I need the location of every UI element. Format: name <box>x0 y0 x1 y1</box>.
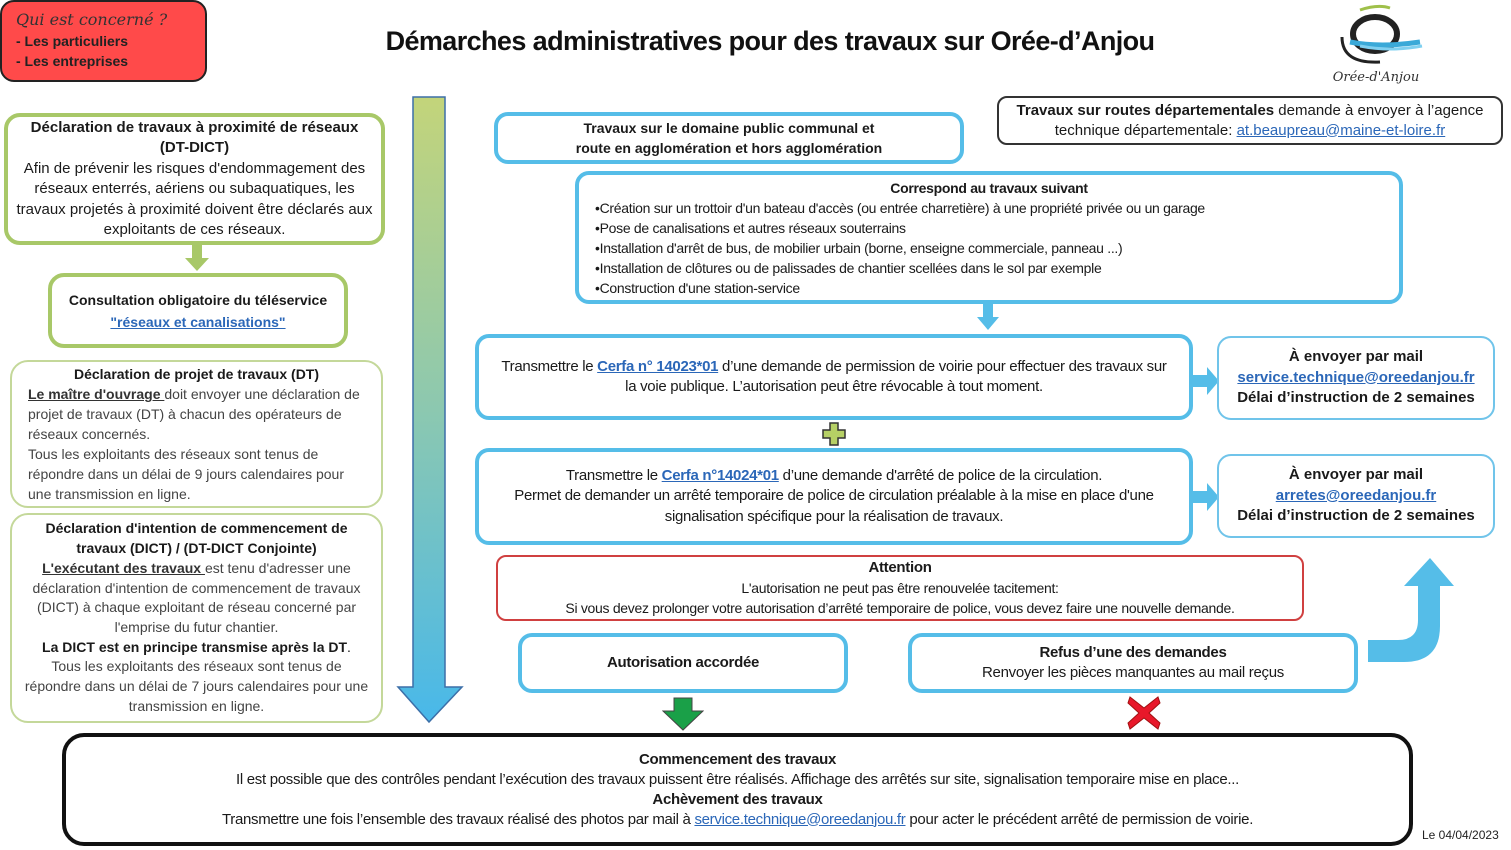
granted-label: Autorisation accordée <box>606 654 760 671</box>
end-email-link[interactable]: service.technique@oreedanjou.fr <box>694 810 906 828</box>
cerfa1-post: d’une demande de permission de voirie pour effectuer des travaux sur la voie publique. L’autorisation peut être révocable à tout moment. <box>625 357 1167 395</box>
works-item: • Installation de clôtures ou de palissades de chantier scellées dans le sol par exemple <box>595 258 1383 278</box>
audience-title: Qui est concerné ? <box>16 10 168 29</box>
dict-note-end: . <box>347 638 351 655</box>
dict-note: La DICT est en principe transmise après la DT <box>42 638 348 655</box>
dt-box <box>10 360 383 508</box>
dict-delay: Tous les exploitants des réseaux sont tenus de répondre dans un délai de 7 jours calendaires pour une transmission en ligne. <box>24 658 369 714</box>
dt-dict-box <box>4 113 385 245</box>
mail-box-arretes <box>1217 454 1495 538</box>
works-item: • Installation d'arrêt de bus, de mobilier urbain (borne, enseigne commerciale, panneau ...) <box>595 238 1383 258</box>
departmental-email-link[interactable]: at.beaupreau@maine-et-loire.fr <box>1236 121 1446 139</box>
mail1-title: À envoyer par mail <box>1288 348 1424 366</box>
teleservice-title: Consultation obligatoire du téléservice <box>68 291 328 308</box>
dt-dict-title: Déclaration de travaux à proximité de réseaux (DT-DICT) <box>30 118 359 156</box>
works-list <box>595 198 1383 298</box>
cerfa-14023-box <box>475 334 1193 420</box>
down-arrow-icon <box>185 245 209 271</box>
cerfa2-desc: Permet de demander un arrêté temporaire de police de circulation préalable à la mise en place d'une signalisation spécifique pour la réalisation de travaux. <box>514 487 1154 525</box>
start-title: Commencement des travaux <box>638 750 837 768</box>
dt-body: doit envoyer une déclaration de projet de travaux (DT) à chacun des opérateurs de réseaux concernés. <box>28 386 360 442</box>
dict-actor: L'exécutant des travaux <box>42 559 205 576</box>
end-post: pour acter le précédent arrêté de permission de voirie. <box>905 810 1254 828</box>
refusal-text: Renvoyer les pièces manquantes au mail reçus <box>982 664 1284 681</box>
departmental-roads-box <box>997 96 1503 145</box>
departmental-title: Travaux sur routes départementales <box>1016 101 1275 119</box>
attention-line1: L'autorisation ne peut pas être renouvelée tacitement: <box>741 580 1059 596</box>
start-text: Il est possible que des contrôles pendant l’exécution des travaux puissent être réalisés. Affichage des arrêtés sur site, signalisation temporaire mise en place... <box>235 770 1240 788</box>
cerfa1-pre: Transmettre le <box>501 357 598 375</box>
red-cross-icon <box>1126 695 1162 731</box>
refusal-title: Refus d’une des demandes <box>1039 644 1227 661</box>
works-item: • Création sur un trottoir d'un bateau d'accès (ou entrée charretière) à une propriété privée ou un garage <box>595 198 1383 218</box>
dt-actor: Le maître d'ouvrage <box>28 386 165 402</box>
end-pre: Transmettre une fois l’ensemble des travaux réalisé des photos par mail à <box>221 810 695 828</box>
cerfa-14024-box <box>475 448 1193 545</box>
logo-caption: Orée-d'Anjou <box>1332 70 1420 85</box>
dt-title: Déclaration de projet de travaux (DT) <box>73 366 320 382</box>
right-arrow-icon <box>1193 367 1219 395</box>
attention-title: Attention <box>868 559 932 576</box>
works-item: • Construction d'une station-service <box>595 278 1383 298</box>
public-domain-line2: route en agglomération et hors agglomération <box>575 140 883 156</box>
dt-delay: Tous les exploitants des réseaux sont tenus de répondre dans un délai de 9 jours calendaires pour une transmission en ligne. <box>28 446 344 502</box>
dt-dict-body: Afin de prévenir les risques d'endommagement des réseaux enterrés, aériens ou subaquatiques, les travaux projetés à proximité doivent être déclarés aux exploitants de ces réseaux. <box>16 159 373 238</box>
end-title: Achèvement des travaux <box>652 790 823 808</box>
mail2-title: À envoyer par mail <box>1288 466 1424 484</box>
audience-item: - Les particuliers <box>16 33 129 49</box>
down-arrow-green-icon <box>662 697 704 731</box>
audience-item: - Les entreprises <box>16 53 129 69</box>
works-list-box <box>575 171 1403 304</box>
dict-body: est tenu d'adresser une déclaration d'intention de commencement de travaux (DICT) à chaque exploitant de réseau concerné par l'emprise du futur chantier. <box>32 559 361 635</box>
cerfa2-post: d’une demande d'arrêté de police de la circulation. <box>778 466 1103 484</box>
document-date: Le 04/04/2023 <box>1422 828 1499 842</box>
plus-icon <box>822 422 846 446</box>
mail-box-permission <box>1217 336 1495 420</box>
dict-box <box>10 513 383 723</box>
page-title: Démarches administratives pour des travaux sur Orée-d’Anjou <box>385 26 1155 56</box>
cerfa-14023-link[interactable]: Cerfa n° 14023*01 <box>597 357 719 375</box>
public-domain-box <box>494 112 964 164</box>
right-arrow-icon <box>1193 483 1219 511</box>
loop-back-arrow-icon <box>1368 558 1454 668</box>
authorization-granted-box <box>518 633 848 693</box>
mail1-delay: Délai d’instruction de 2 semaines <box>1237 389 1475 407</box>
departmental-text: demande à envoyer à l’agence technique départementale: <box>1054 101 1484 139</box>
down-arrow-icon <box>977 304 999 330</box>
works-start-box <box>62 733 1413 846</box>
oree-danjou-logo-icon <box>1320 2 1430 90</box>
attention-box <box>496 555 1304 621</box>
works-title: Correspond au travaux suivant <box>890 179 1088 196</box>
audience-box <box>0 0 207 82</box>
works-item: • Pose de canalisations et autres réseaux souterrains <box>595 218 1383 238</box>
dict-title: Déclaration d'intention de commencement de travaux (DICT) / (DT-DICT Conjointe) <box>45 520 348 557</box>
mail1-email-link[interactable]: service.technique@oreedanjou.fr <box>1237 368 1475 386</box>
teleservice-link[interactable]: "réseaux et canalisations" <box>110 313 286 330</box>
refusal-box <box>908 633 1358 693</box>
cerfa2-pre: Transmettre le <box>565 466 662 484</box>
public-domain-line1: Travaux sur le domaine public communal et <box>583 120 875 136</box>
mail2-delay: Délai d’instruction de 2 semaines <box>1237 507 1475 525</box>
teleservice-box <box>48 273 348 348</box>
mail2-email-link[interactable]: arretes@oreedanjou.fr <box>1275 486 1437 504</box>
timeline-arrow-icon <box>396 95 466 725</box>
cerfa-14024-link[interactable]: Cerfa n°14024*01 <box>661 466 779 484</box>
attention-line2: Si vous devez prolonger votre autorisation d’arrêté temporaire de police, vous devez faire une nouvelle demande. <box>565 600 1235 616</box>
